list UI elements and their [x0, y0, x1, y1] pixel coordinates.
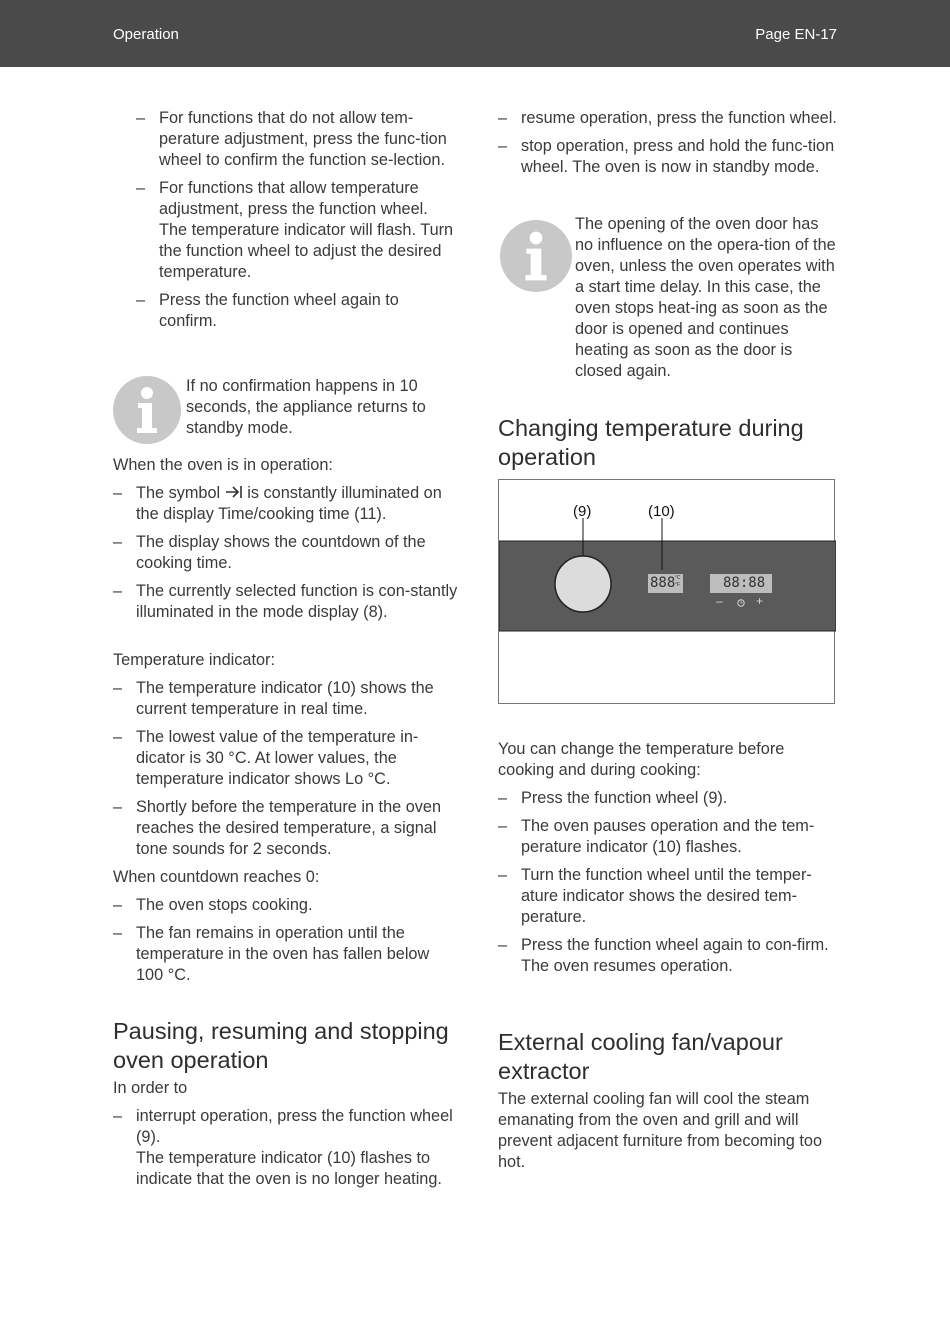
list-item: – The symbol is constantly illuminated on the display Time/cooking time (11). [113, 483, 458, 525]
list-item: – Press the function wheel again to confirm. [136, 290, 458, 332]
info-icon [500, 220, 572, 292]
plus-key: + [756, 594, 764, 608]
list-item: – resume operation, press the function wheel. [498, 108, 838, 129]
info-note-text: The opening of the oven door has no influence on the opera-tion of the oven, unless the oven operates with a start time delay. In this case, the oven stops heat-ing as soon as the door is opened and continues heating as soon as the door is closed again. [575, 215, 836, 380]
section-title: Operation [113, 26, 179, 43]
change-intro: You can change the temperature before cooking and during cooking: [498, 740, 785, 779]
operation-heading: When the oven is in operation: [113, 456, 333, 474]
list-item: – For functions that allow temperature adjustment, press the function wheel. The temperature indicator will flash. Turn the function wheel to adjust the desired temperature. [136, 178, 458, 283]
continued-list [498, 108, 838, 178]
temperature-list [113, 678, 458, 860]
list-item: – For functions that do not allow tem-perature adjustment, press the func-tion wheel to confirm the function se-lection. [136, 108, 458, 171]
temperature-heading: Temperature indicator: [113, 651, 275, 669]
list-item: – The currently selected function is con-stantly illuminated in the mode display (8). [113, 581, 458, 623]
list-item: – The oven pauses operation and the tem-perature indicator (10) flashes. [498, 816, 838, 858]
pause-intro: In order to [113, 1079, 188, 1097]
list-item: – Shortly before the temperature in the oven reaches the desired temperature, a signal tone sounds for 2 seconds. [113, 797, 458, 860]
door-info-note [498, 214, 838, 382]
list-item: – stop operation, press and hold the func-tion wheel. The oven is now in standby mode. [498, 136, 838, 178]
info-note-text: If no confirmation happens in 10 seconds, the appliance returns to standby mode. [186, 377, 426, 437]
list-item: – The temperature indicator (10) shows the current temperature in real time. [113, 678, 458, 720]
page-number: Page EN-17 [755, 26, 837, 43]
info-icon [113, 376, 181, 444]
list-item: – The display shows the countdown of the cooking time. [113, 532, 458, 574]
countdown-list [113, 895, 458, 986]
list-item: – The oven stops cooking. [113, 895, 458, 916]
function-wheel [555, 556, 611, 612]
control-panel-figure [498, 479, 835, 704]
operation-list [113, 483, 458, 623]
right-column [498, 108, 838, 1173]
pause-list [113, 1106, 458, 1190]
list-item: – Press the function wheel again to con-firm. The oven resumes operation. [498, 935, 838, 977]
unit-fahrenheit: °F [675, 582, 681, 588]
function-confirm-list [136, 108, 458, 332]
label-function-wheel: (9) [573, 503, 592, 520]
left-column [113, 108, 458, 1197]
list-item: – interrupt operation, press the function wheel (9). The temperature indicator (10) flashes to indicate that the oven is no longer heating. [113, 1106, 458, 1190]
section-heading-cooling-fan: External cooling fan/vapour extractor [498, 1029, 783, 1084]
countdown-heading: When countdown reaches 0: [113, 868, 320, 886]
cooling-fan-text: The external cooling fan will cool the steam emanating from the oven and grill and will prevent adjacent furniture from becoming too hot. [498, 1090, 822, 1171]
list-item: – Turn the function wheel until the temper-ature indicator shows the desired tem-perature. [498, 865, 838, 928]
label-temperature-indicator: (10) [648, 503, 675, 520]
unit-celsius: °C [675, 575, 681, 581]
temperature-digits: 888 [650, 575, 676, 591]
list-item: – Press the function wheel (9). [498, 788, 838, 809]
clock-digits: 88:88 [723, 575, 766, 591]
section-heading-changing-temperature: Changing temperature during operation [498, 415, 804, 470]
list-item: – The lowest value of the temperature in-dicator is 30 °C. At lower values, the temperature indicator shows Lo °C. [113, 727, 458, 790]
change-temperature-list [498, 788, 838, 977]
list-item: – The fan remains in operation until the temperature in the oven has fallen below 100 °C. [113, 923, 458, 986]
info-note [113, 376, 458, 439]
page-header [0, 0, 950, 67]
end-time-arrow-icon [225, 485, 243, 499]
minus-key: – [716, 594, 723, 608]
section-heading-pausing: Pausing, resuming and stopping oven operation [113, 1018, 449, 1073]
